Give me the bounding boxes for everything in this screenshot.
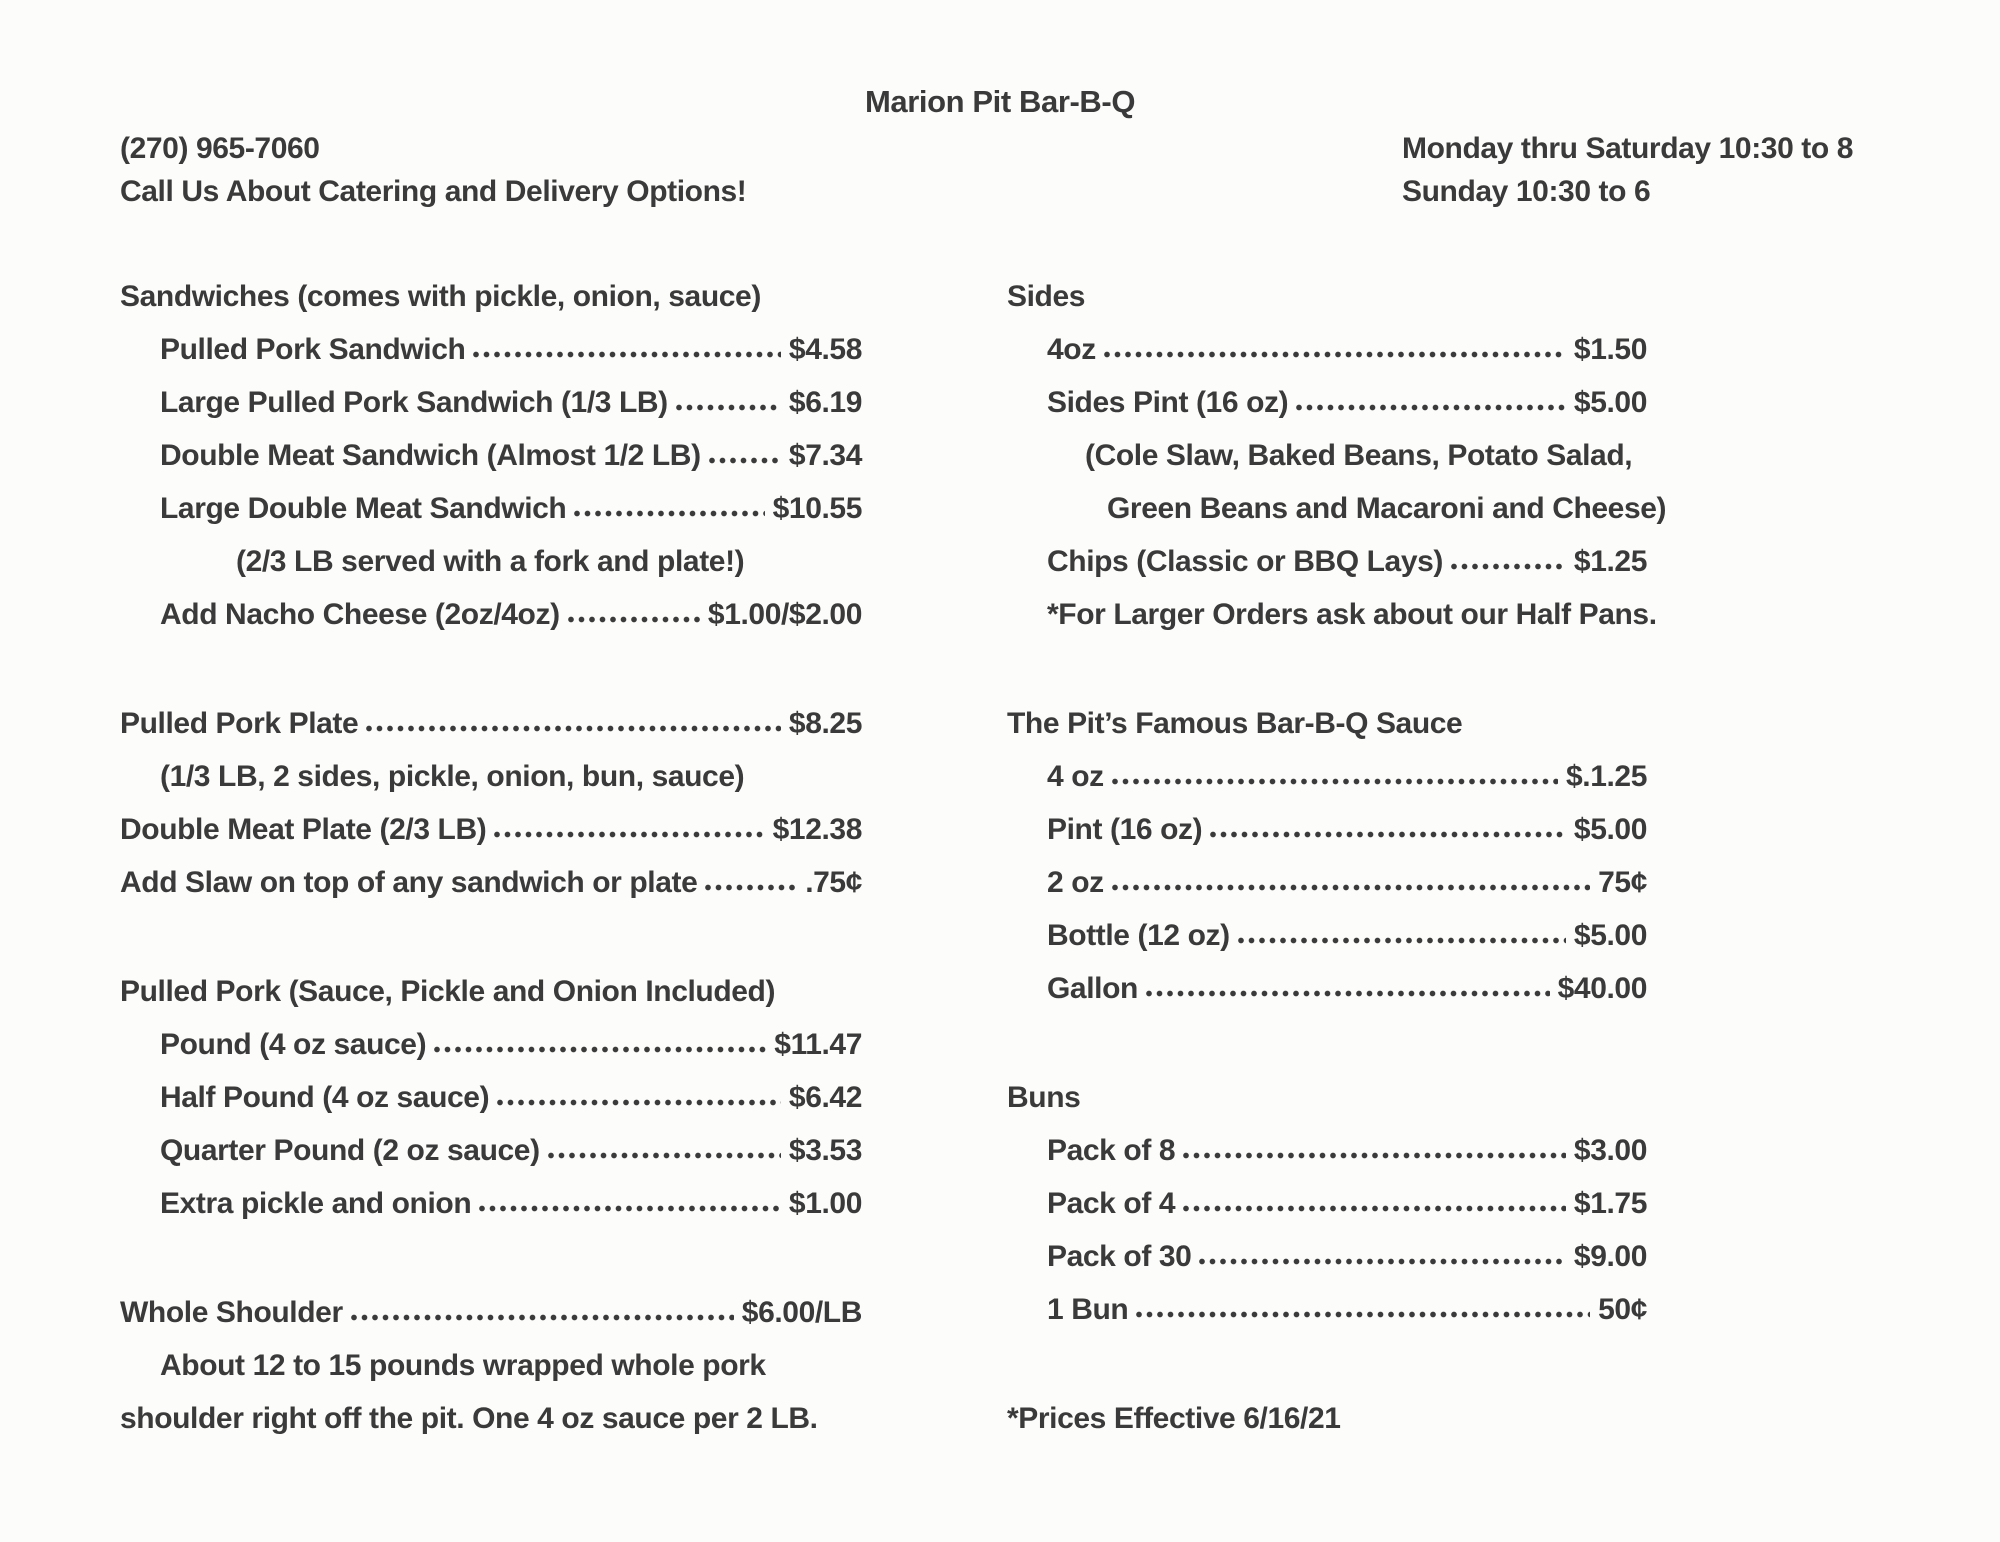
dot-leader [708,457,781,465]
menu-item-price: $1.75 [1573,1187,1647,1220]
menu-section [120,270,862,641]
menu-item-row [1007,856,1647,909]
menu-item-price: $9.00 [1573,1240,1647,1273]
menu-item-label: 4oz [1047,333,1096,366]
menu-item-price: $5.00 [1573,386,1647,419]
menu-item-price: $3.53 [788,1134,862,1167]
menu-item-note: *Prices Effective 6/16/21 [1007,1402,1341,1435]
menu-item-note: shoulder right off the pit. One 4 oz sauce per 2 LB. [120,1402,818,1435]
section-heading: Sides [1007,280,1086,313]
menu-item-price: $6.19 [788,386,862,419]
dot-leader [1103,351,1566,359]
menu-item-label: Whole Shoulder [120,1296,343,1329]
menu-item-price: $6.42 [788,1081,862,1114]
menu-item-row [120,1177,862,1230]
menu-section [1007,270,1667,641]
menu-item-price: 75¢ [1598,866,1647,899]
dot-leader [1182,1152,1566,1160]
menu-column-left [120,270,862,1445]
menu-section [120,965,862,1230]
menu-item-row [120,856,862,909]
menu-section [1007,1392,1647,1445]
menu-section [1007,1071,1647,1336]
menu-item-note: (1/3 LB, 2 sides, pickle, onion, bun, sauce) [160,760,745,793]
section-heading: The Pit’s Famous Bar-B-Q Sauce [1007,707,1463,740]
dot-leader [1111,884,1590,892]
dot-leader [547,1152,781,1160]
menu-item-price: $40.00 [1557,972,1647,1005]
dot-leader [567,616,700,624]
menu-item-label: Pint (16 oz) [1047,813,1203,846]
menu-item-note: *For Larger Orders ask about our Half Pans. [1047,598,1657,631]
menu-item-note: About 12 to 15 pounds wrapped whole pork [160,1349,766,1382]
menu-item-label: Chips (Classic or BBQ Lays) [1047,545,1443,578]
menu-item-note: (2/3 LB served with a fork and plate!) [236,545,745,578]
menu-item-price: $8.25 [788,707,862,740]
menu-item-row [120,1018,862,1071]
section-heading: Pulled Pork (Sauce, Pickle and Onion Included) [120,975,776,1008]
menu-column-right [1007,270,1667,1445]
menu-item-label: 2 oz [1047,866,1104,899]
contact-block [120,127,746,213]
menu-item-row [120,376,862,429]
menu-item-row [1007,909,1647,962]
menu-item-price: $1.25 [1573,545,1647,578]
menu-item-price: $5.00 [1573,813,1647,846]
dot-leader [1145,990,1550,998]
dot-leader [704,884,797,892]
menu-item-label: Add Nacho Cheese (2oz/4oz) [160,598,560,631]
dot-leader [433,1046,766,1054]
dot-leader [472,351,781,359]
menu-item-price: $1.50 [1573,333,1647,366]
menu-item-row [1007,1283,1647,1336]
menu-item-label: Pack of 4 [1047,1187,1176,1220]
menu-item-label: Large Double Meat Sandwich [160,492,567,525]
menu-item-label: Large Pulled Pork Sandwich (1/3 LB) [160,386,668,419]
menu-item-row [1007,803,1647,856]
menu-item-row [1007,962,1647,1015]
menu-item-label: Double Meat Sandwich (Almost 1/2 LB) [160,439,701,472]
dot-leader [1135,1311,1590,1319]
menu-item-row [120,697,862,750]
dot-leader [1198,1258,1566,1266]
dot-leader [493,831,764,839]
dot-leader [496,1099,781,1107]
menu-item-row [1007,323,1647,376]
menu-item-price: $3.00 [1573,1134,1647,1167]
menu-item-price: $5.00 [1573,919,1647,952]
menu-item-label: Pound (4 oz sauce) [160,1028,427,1061]
menu-item-label: Bottle (12 oz) [1047,919,1230,952]
dot-leader [350,1314,734,1322]
menu-item-row [120,1071,862,1124]
dot-leader [1182,1205,1566,1213]
menu-item-price: $6.00/LB [741,1296,862,1329]
menu-item-label: Extra pickle and onion [160,1187,472,1220]
dot-leader [1450,563,1566,571]
menu-item-label: Pulled Pork Sandwich [160,333,466,366]
menu-item-row [120,323,862,376]
dot-leader [478,1205,781,1213]
menu-section [1007,697,1647,1015]
dot-leader [1209,831,1566,839]
section-heading: Sandwiches (comes with pickle, onion, sauce) [120,280,761,313]
menu-item-price: $.1.25 [1565,760,1647,793]
menu-item-price: $1.00 [788,1187,862,1220]
menu-item-row [1007,1230,1647,1283]
menu-item-row [120,482,862,535]
menu-item-label: Sides Pint (16 oz) [1047,386,1289,419]
dot-leader [1295,404,1566,412]
menu-section [120,1286,862,1445]
catering-tagline: Call Us About Catering and Delivery Options! [120,175,747,208]
page-title: Marion Pit Bar-B-Q [864,84,1136,119]
menu-section [120,697,862,909]
menu-item-label: Pulled Pork Plate [120,707,359,740]
menu-item-label: Pack of 8 [1047,1134,1176,1167]
menu-item-label: Pack of 30 [1047,1240,1192,1273]
menu-item-label: Double Meat Plate (2/3 LB) [120,813,487,846]
menu-item-label: Quarter Pound (2 oz sauce) [160,1134,540,1167]
menu-item-label: Gallon [1047,972,1138,1005]
dot-leader [1237,937,1566,945]
menu-item-price: $11.47 [774,1028,862,1061]
menu-item-row [1007,1177,1647,1230]
menu-item-row [1007,535,1647,588]
menu-item-row [120,1124,862,1177]
dot-leader [1111,778,1558,786]
menu-item-row [1007,750,1647,803]
menu-item-label: 1 Bun [1047,1293,1129,1326]
dot-leader [573,510,764,518]
menu-item-price: $7.34 [788,439,862,472]
menu-item-price: $1.00/$2.00 [707,598,862,631]
section-heading: Buns [1007,1081,1081,1114]
menu-item-price: $12.38 [772,813,862,846]
dot-leader [365,725,781,733]
hours-sunday: Sunday 10:30 to 6 [1402,175,1651,208]
menu-item-note: Green Beans and Macaroni and Cheese) [1107,492,1667,525]
menu-item-price: $4.58 [788,333,862,366]
phone-number: (270) 965-7060 [120,132,320,165]
menu-item-row [120,588,862,641]
hours-block [1402,127,1853,213]
dot-leader [675,404,781,412]
menu-item-price: $10.55 [772,492,862,525]
menu-item-row [120,1286,862,1339]
menu-item-note: (Cole Slaw, Baked Beans, Potato Salad, [1085,439,1633,472]
menu-item-price: 50¢ [1598,1293,1647,1326]
menu-item-label: Half Pound (4 oz sauce) [160,1081,490,1114]
menu-item-row [120,429,862,482]
menu-item-row [1007,1124,1647,1177]
menu-item-label: Add Slaw on top of any sandwich or plate [120,866,698,899]
menu-item-label: 4 oz [1047,760,1104,793]
menu-item-row [120,803,862,856]
hours-weekdays: Monday thru Saturday 10:30 to 8 [1402,132,1854,165]
menu-item-price: .75¢ [805,866,862,899]
menu-item-row [1007,376,1647,429]
